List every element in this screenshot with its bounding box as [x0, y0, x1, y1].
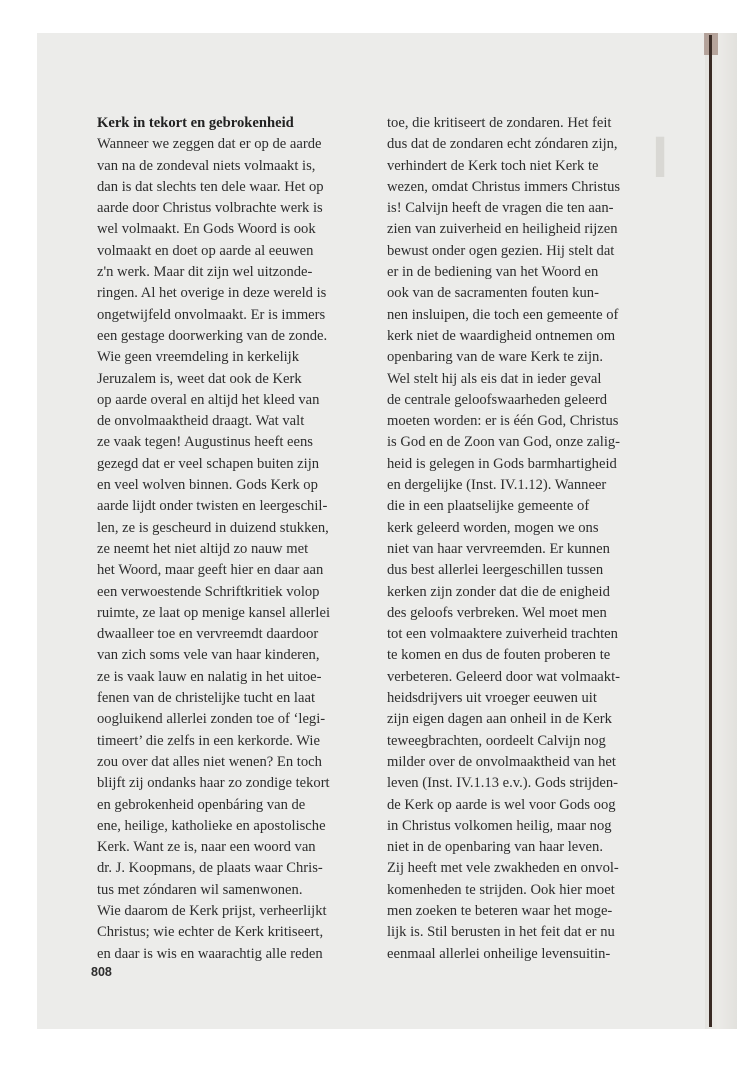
- text-line: men zoeken te beteren waar het moge-: [387, 902, 613, 919]
- text-line: niet in de openbaring van haar leven.: [387, 839, 603, 856]
- text-line: toe, die kritiseert de zondaren. Het feit: [387, 115, 612, 131]
- text-line: een verwoestende Schriftkritiek volop: [97, 583, 320, 600]
- text-line: tot een volmaaktere zuiverheid trachten: [387, 626, 618, 643]
- text-line: ze is vaak lauw en nalatig in het uitoe-: [97, 668, 322, 685]
- text-line: de onvolmaaktheid draagt. Wat valt: [97, 413, 305, 430]
- text-line: z'n werk. Maar dit zijn wel uitzonde-: [97, 264, 313, 281]
- book-page: [37, 33, 705, 1029]
- text-line: er in de bediening van het Woord en: [387, 264, 599, 281]
- text-line: wel volmaakt. En Gods Woord is ook: [97, 221, 316, 238]
- text-line: heidsdrijvers uit vroeger eeuwen uit: [387, 690, 597, 707]
- text-line: kerken zijn zonder dat die de enigheid: [387, 583, 610, 600]
- text-line: ruimte, ze laat op menige kansel allerlei: [97, 604, 330, 621]
- text-line: Wel stelt hij als eis dat in ieder geval: [387, 370, 602, 387]
- text-line: nen insluipen, die toch een gemeente of: [387, 306, 619, 323]
- book-spine: [709, 35, 712, 1027]
- text-line: moeten worden: er is één God, Christus: [387, 413, 619, 430]
- text-line: komenheden te strijden. Ook hier moet: [387, 881, 615, 898]
- text-line: van zich soms vele van haar kinderen,: [97, 647, 320, 664]
- left-column-text: [97, 134, 353, 965]
- text-line: dus best allerlei leergeschillen tussen: [387, 562, 604, 579]
- text-line: bewust onder ogen gezien. Hij stelt dat: [387, 242, 615, 259]
- text-line: is! Calvijn heeft de vragen die ten aan-: [387, 200, 614, 217]
- text-line: verbeteren. Geleerd door wat volmaakt-: [387, 668, 620, 685]
- text-line: zou over dat alles niet wenen? En toch: [97, 753, 322, 770]
- right-column-text: [387, 113, 643, 965]
- text-line: ongetwijfeld onvolmaakt. Er is immers: [97, 306, 326, 323]
- text-line: de centrale geloofswaarheden geleerd: [387, 391, 607, 408]
- text-line: lijk is. Stil berusten in het feit dat er nu: [387, 924, 615, 941]
- show-through-text: I: [652, 125, 669, 190]
- text-line: en gebrokenheid openbáring van de: [97, 796, 306, 813]
- page-number: 808: [91, 965, 112, 979]
- text-line: Zij heeft met vele zwakheden en onvol-: [387, 860, 619, 877]
- text-line: en dergelijke (Inst. IV.1.12). Wanneer: [387, 477, 607, 494]
- text-line: zien van zuiverheid en heiligheid rijzen: [387, 221, 618, 238]
- section-heading: Kerk in tekort en gebrokenheid: [97, 115, 294, 131]
- text-line: wezen, omdat Christus immers Christus: [387, 178, 621, 195]
- text-line: tus met zóndaren wil samenwonen.: [97, 881, 303, 898]
- text-line: Christus; wie echter de Kerk kritiseert,: [97, 924, 324, 941]
- text-line: en daar is wis en waarachtig alle reden: [97, 945, 323, 962]
- text-line: Wanneer we zeggen dat er op de aarde: [97, 136, 322, 153]
- text-line: dus dat de zondaren echt zóndaren zijn,: [387, 136, 618, 153]
- text-line: eenmaal allerlei onheilige levensuitin-: [387, 945, 611, 962]
- text-line: aarde lijdt onder twisten en leergeschil-: [97, 498, 328, 515]
- text-line: des geloofs verbreken. Wel moet men: [387, 604, 607, 621]
- text-line: blijft zij ondanks haar zo zondige tekort: [97, 775, 330, 792]
- text-line: ringen. Al het overige in deze wereld is: [97, 285, 327, 302]
- text-line: van na de zondeval niets volmaakt is,: [97, 157, 316, 174]
- left-column: [97, 113, 353, 965]
- text-line: in Christus volkomen heilig, maar nog: [387, 817, 612, 834]
- text-line: Wie daarom de Kerk prijst, verheerlijkt: [97, 902, 327, 919]
- text-line: gezegd dat er veel schapen buiten zijn: [97, 455, 320, 472]
- text-line: fenen van de christelijke tucht en laat: [97, 690, 316, 707]
- text-line: de Kerk op aarde is wel voor Gods oog: [387, 796, 616, 813]
- text-line: een gestage doorwerking van de zonde.: [97, 327, 328, 344]
- text-line: ze vaak tegen! Augustinus heeft eens: [97, 434, 313, 451]
- text-line: dan is dat slechts ten dele waar. Het op: [97, 178, 324, 195]
- text-line: kerk geleerd worden, mogen we ons: [387, 519, 599, 536]
- text-line: volmaakt en doet op aarde al eeuwen: [97, 242, 314, 259]
- text-line: ene, heilige, katholieke en apostolische: [97, 817, 326, 834]
- text-line: die in een plaatselijke gemeente of: [387, 498, 590, 515]
- text-line: leven (Inst. IV.1.13 e.v.). Gods strijden-: [387, 775, 619, 792]
- text-line: dwaalleer toe en vervreemdt daardoor: [97, 626, 319, 643]
- text-line: ook van de sacramenten fouten kun-: [387, 285, 599, 302]
- text-line: milder over de onvolmaaktheid van het: [387, 753, 616, 770]
- text-line: niet van haar vervreemden. Er kunnen: [387, 540, 610, 557]
- text-line: zijn eigen dagen aan onheil in de Kerk: [387, 711, 612, 728]
- text-line: Wie geen vreemdeling in kerkelijk: [97, 349, 300, 366]
- scanned-page: [37, 33, 737, 1029]
- text-line: en veel wolven binnen. Gods Kerk op: [97, 477, 318, 494]
- text-line: dr. J. Koopmans, de plaats waar Chris-: [97, 860, 323, 877]
- right-column: [387, 113, 643, 965]
- text-line: len, ze is gescheurd in duizend stukken,: [97, 519, 329, 536]
- text-line: het Woord, maar geeft hier en daar aan: [97, 562, 324, 579]
- text-line: aarde door Christus volbrachte werk is: [97, 200, 323, 217]
- text-line: teweegbrachten, oordeelt Calvijn nog: [387, 732, 606, 749]
- text-line: verhindert de Kerk toch niet Kerk te: [387, 157, 599, 174]
- text-line: op aarde overal en altijd het kleed van: [97, 391, 320, 408]
- text-line: te komen en dus de fouten proberen te: [387, 647, 611, 664]
- text-line: kerk niet de waardigheid ontnemen om: [387, 327, 616, 344]
- text-line: timeert’ die zelfs in een kerkorde. Wie: [97, 732, 320, 749]
- text-line: Jeruzalem is, weet dat ook de Kerk: [97, 370, 302, 387]
- text-line: ze neemt het niet altijd zo nauw met: [97, 540, 309, 557]
- text-line: openbaring van de ware Kerk te zijn.: [387, 349, 603, 366]
- text-line: oogluikend allerlei zonden toe of ‘legi-: [97, 711, 326, 728]
- text-line: Kerk. Want ze is, naar een woord van: [97, 839, 316, 856]
- text-line: is God en de Zoon van God, onze zalig-: [387, 434, 621, 451]
- text-line: heid is gelegen in Gods barmhartigheid: [387, 455, 617, 472]
